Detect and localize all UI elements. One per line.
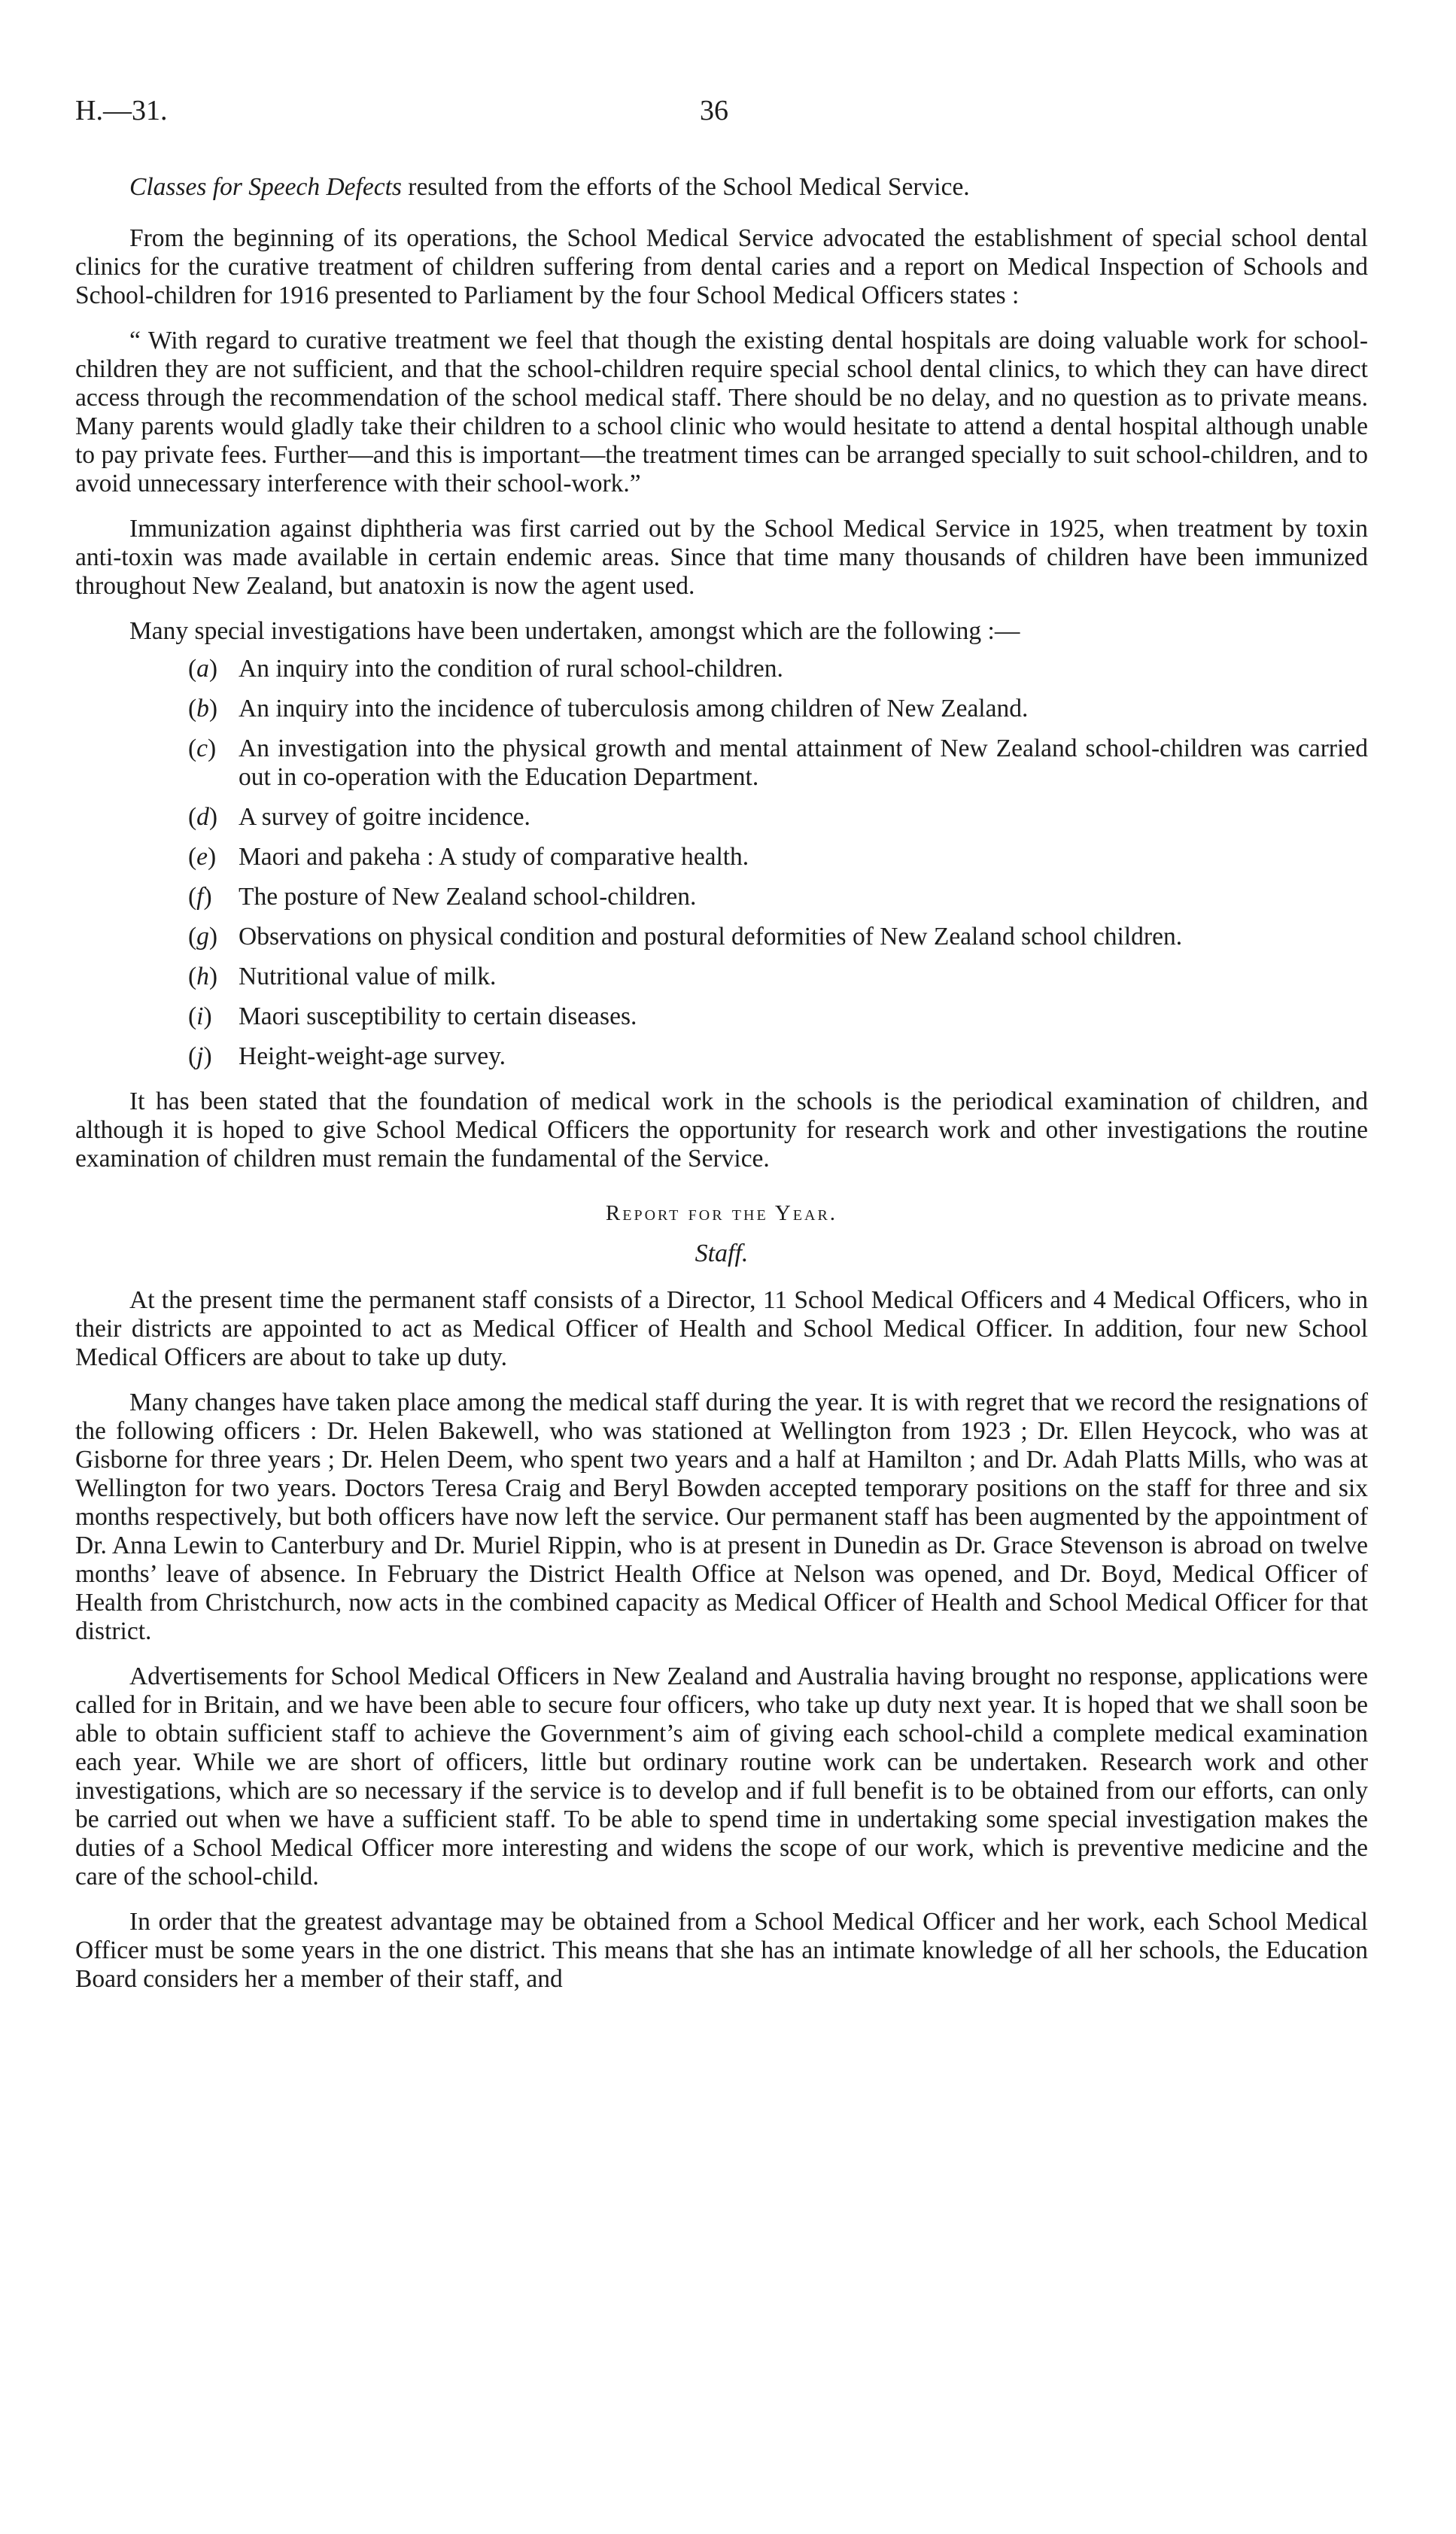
list-item-text: An inquiry into the condition of rural school-children. (239, 655, 783, 683)
staff-paragraph-3: Advertisements for School Medical Officers in New Zealand and Australia having brought no response, applications were called for in Britain, and we have been able to secure four officers, who take up duty next year. It is hoped that we shall soon be able to obtain sufficient staff to achieve the Government’s aim of giving each school-child a complete medical examination each year. While we are short of officers, little but ordinary routine work can be undertaken. Research work and other investigations, which are so necessary if the service is to develop and if full benefit is to be obtained from our efforts, can only be carried out when we have a sufficient staff. To be able to spend time in undertaking some special investigation makes the duties of a School Medical Officer more interesting and widens the scope of our work, which is preventive medicine and the care of the school-child. (75, 1662, 1368, 1891)
list-item-text: Height-weight-age survey. (239, 1042, 506, 1070)
list-item-label: ( f ) (188, 883, 212, 911)
list-item (75, 655, 1368, 683)
list-item (75, 843, 1368, 872)
staff-paragraph-1: At the present time the permanent staff consists of a Director, 11 School Medical Officers and 4 Medical Officers, who in their districts are appointed to act as Medical Officer of Health and School Medical Officer. In addition, four new School Medical Officers are about to take up duty. (75, 1286, 1368, 1371)
list-item (75, 735, 1368, 792)
intro-italic-lead: Classes for Speech Defects (129, 173, 402, 201)
list-item-label: ( a ) (188, 655, 217, 683)
list-item (75, 1042, 1368, 1071)
list-item-text: The posture of New Zealand school-children. (239, 883, 697, 911)
list-item-text: Observations on physical condition and postural deformities of New Zealand school children. (239, 923, 1183, 951)
staff-paragraph-2: Many changes have taken place among the medical staff during the year. It is with regret that we record the resignations of the following officers : Dr. Helen Bakewell, who was stationed at Wellington from 1923 ; Dr. Ellen Heycock, who was at Gisborne for three years ; Dr. Helen Deem, who spent two years and a half at Hamilton ; and Dr. Adah Platts Mills, who was at Wellington for two years. Doctors Teresa Craig and Beryl Bowden accepted temporary positions on the staff for three and six months respectively, but both officers have now left the service. Our permanent staff has been augmented by the appointment of Dr. Anna Lewin to Canterbury and Dr. Muriel Rippin, who is at present in Dunedin as Dr. Grace Stevenson is abroad on twelve months’ leave of absence. In February the District Health Office at Nelson was opened, and Dr. Boyd, Medical Officer of Health from Christchurch, now acts in the combined capacity as Medical Officer of Health and School Medical Officer for that district. (75, 1389, 1368, 1645)
list-item-label: ( h ) (188, 963, 217, 991)
list-item-label: ( d ) (188, 803, 217, 832)
staff-paragraph-4: In order that the greatest advantage may be obtained from a School Medical Officer and her work, each School Medical Officer must be some years in the one district. This means that she has an intimate knowledge of all her schools, the Education Board considers her a member of their staff, and (75, 1908, 1368, 1993)
immunization-paragraph: Immunization against diphtheria was first carried out by the School Medical Service in 1925, when treatment by toxin anti-toxin was made available in certain endemic areas. Since that time many thousands of children have been immunized throughout New Zealand, but anatoxin is now the agent used. (75, 515, 1368, 600)
list-item (75, 923, 1368, 951)
list-item (75, 883, 1368, 911)
section-subheading: Staff. (695, 1240, 749, 1267)
list-item-text: A survey of goitre incidence. (239, 803, 530, 831)
list-item-label: ( i ) (188, 1002, 212, 1031)
section-heading: Report for the Year. (605, 1201, 838, 1225)
list-item-text: Maori and pakeha : A study of comparative health. (239, 843, 749, 871)
list-item-text: Nutritional value of milk. (239, 963, 497, 990)
foundation-paragraph: It has been stated that the foundation of medical work in the schools is the periodical examination of children, and although it is hoped to give School Medical Officers the opportunity for research work and other investigations the routine examination of children must remain the fundamental of the Service. (75, 1088, 1368, 1173)
investigations-intro: Many special investigations have been undertaken, amongst which are the following :— (129, 617, 1020, 645)
list-item-label: ( g ) (188, 923, 217, 951)
document-reference: H.—31. (75, 95, 168, 126)
list-item-label: ( j ) (188, 1042, 212, 1071)
list-item (75, 1002, 1368, 1031)
list-item (75, 803, 1368, 832)
intro-paragraph (75, 173, 1368, 202)
list-item-label: ( e ) (188, 843, 216, 872)
quote-paragraph: “ With regard to curative treatment we feel that though the existing dental hospitals are doing valuable work for school-children they are not sufficient, and that the school-children require special school dental clinics, to which they can have direct access through the recommendation of the school medical staff. There should be no delay, and no question as to private means. Many parents would gladly take their children to a school clinic who would hesitate to attend a dental hospital although unable to pay private fees. Further—and this is important—the treatment times can be arranged specially to suit school-children, and to avoid unnecessary interference with their school-work.” (75, 327, 1368, 497)
investigations-list (75, 655, 1368, 1071)
list-item-text: An inquiry into the incidence of tuberculosis among children of New Zealand. (239, 695, 1029, 722)
list-item-text: An investigation into the physical growth and mental attainment of New Zealand school-children was carried out in co-operation with the Education Department. (239, 735, 1368, 791)
list-item-label: ( c ) (188, 735, 216, 763)
list-item (75, 695, 1368, 723)
page-header (0, 96, 1456, 134)
intro-text: resulted from the efforts of the School Medical Service. (401, 173, 970, 201)
list-item-label: ( b ) (188, 695, 217, 723)
list-item (75, 963, 1368, 991)
list-item-text: Maori susceptibility to certain diseases. (239, 1002, 637, 1030)
document-body (75, 173, 1368, 2010)
page-number: 36 (700, 95, 728, 126)
dental-paragraph: From the beginning of its operations, the School Medical Service advocated the establishment of special school dental clinics for the curative treatment of children suffering from dental caries and a report on Medical Inspection of Schools and School-children for 1916 presented to Parliament by the four School Medical Officers states : (75, 224, 1368, 309)
